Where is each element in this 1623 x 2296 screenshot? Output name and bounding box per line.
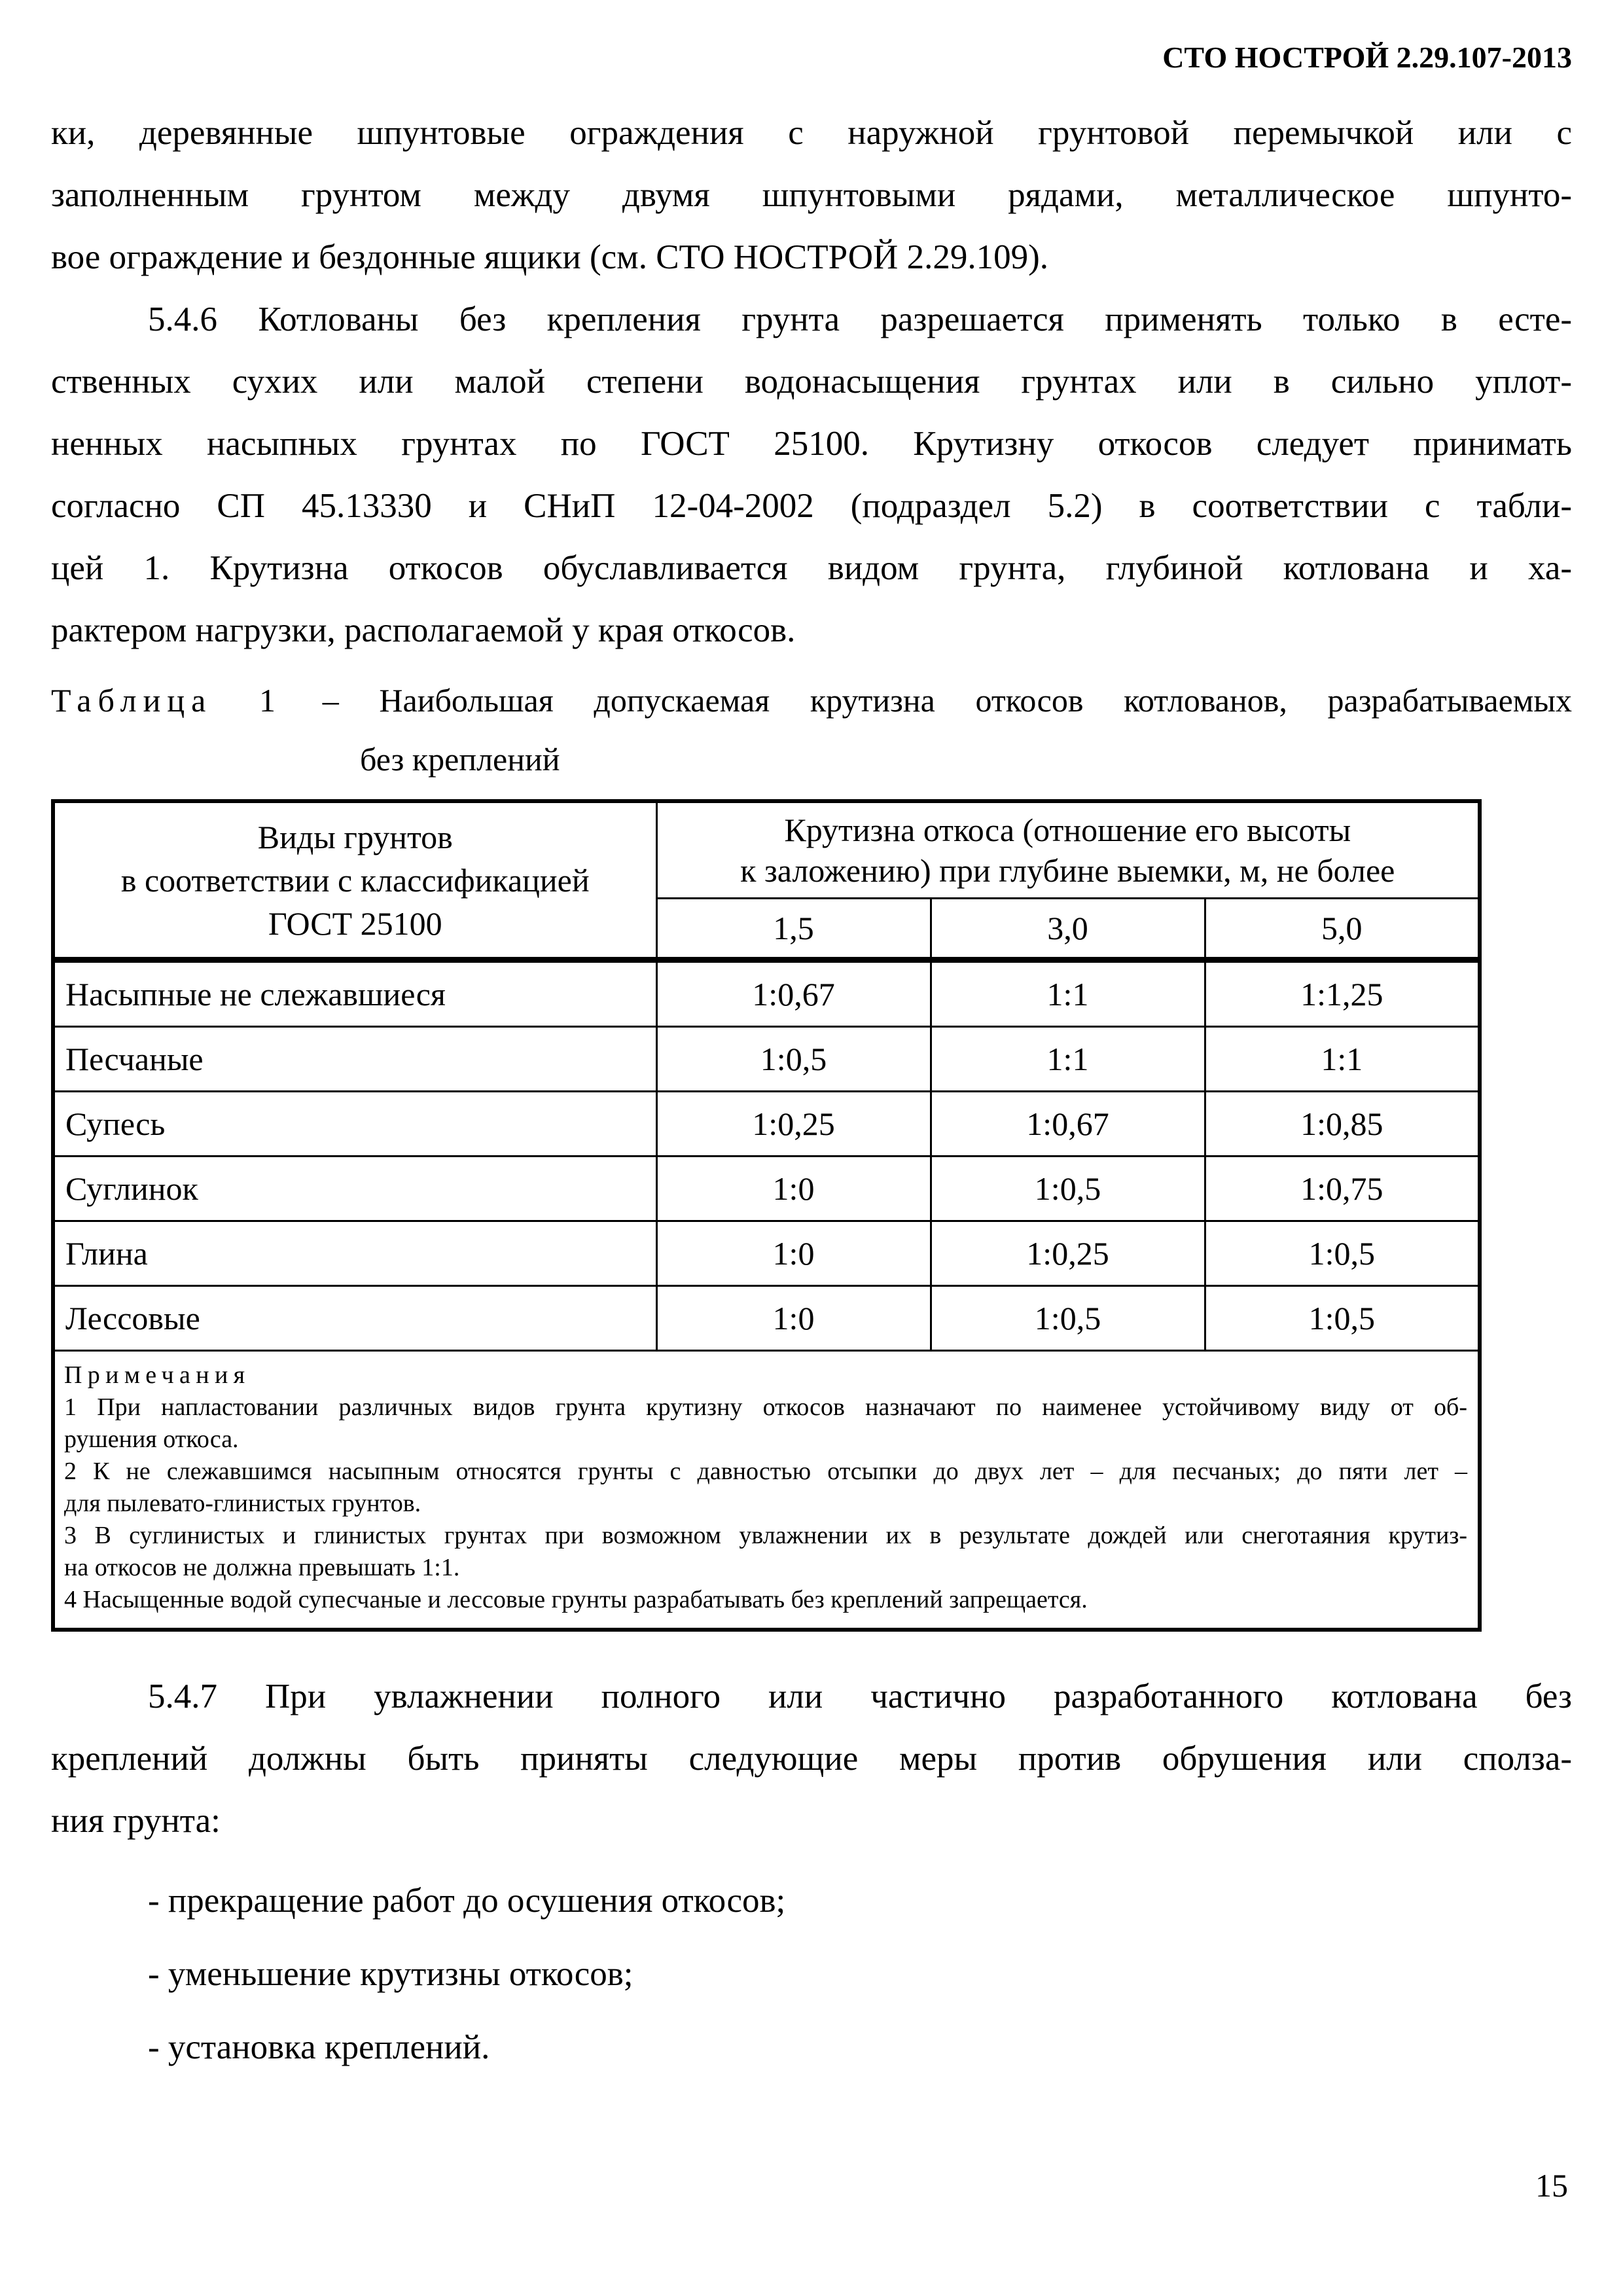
note-1 (64, 1391, 1467, 1456)
cell-value: 1:0,5 (656, 1027, 931, 1092)
cell-soil-type: Насыпные не слежавшиеся (53, 960, 656, 1027)
cell-value: 1:1 (1205, 1027, 1480, 1092)
note-line: 4 Насыщенные водой супесчаные и лессовые грунты разрабатывать без креплений запрещается. (64, 1586, 1088, 1613)
header-cell-depth-5-0: 5,0 (1205, 899, 1480, 960)
note-line: для пылевато-глинистых грунтов. (64, 1490, 421, 1517)
cell-value: 1:1,25 (1205, 960, 1480, 1027)
paragraph-continuation (51, 102, 1572, 289)
text-line: цей 1. Крутизна откосов обуславливается видом грунта, глубиной котлована и ха- (51, 549, 1572, 587)
notes-cell (53, 1351, 1480, 1630)
text-line: согласно СП 45.13330 и СНиП 12-04-2002 (подраздел 5.2) в соответствии с табли- (51, 487, 1572, 525)
cell-value: 1:0,25 (931, 1221, 1205, 1286)
header-text-line: Крутизна откоса (отношение его высоты (784, 812, 1351, 848)
note-line: 1 При напластовании различных видов грунта крутизну откосов назначают по наименее устойчивому виду от об- (64, 1393, 1468, 1421)
list-item: - прекращение работ до осушения откосов; (148, 1882, 786, 1920)
note-line: 3 В суглинистых и глинистых грунтах при возможном увлажнении их в результате дождей или снеготаяния крутиз- (64, 1522, 1468, 1549)
text-line: ственных сухих или малой степени водонасыщения грунтах или в сильно уплот- (51, 363, 1572, 401)
cell-value: 1:0,67 (931, 1092, 1205, 1157)
note-line: 2 К не слежавшимся насыпным относятся грунты с давностью отсыпки до двух лет – для песчаных; до пяти лет – (64, 1458, 1468, 1485)
cell-value: 1:0 (656, 1157, 931, 1221)
cell-value: 1:0,5 (1205, 1221, 1480, 1286)
table-row (53, 1092, 1480, 1157)
notes-title: Примечания (64, 1361, 251, 1389)
cell-soil-type: Песчаные (53, 1027, 656, 1092)
cell-value: 1:1 (931, 960, 1205, 1027)
cell-value: 1:0,5 (931, 1157, 1205, 1221)
table-caption (51, 671, 1572, 789)
note-2 (64, 1456, 1467, 1520)
cell-soil-type: Супесь (53, 1092, 656, 1157)
cell-soil-type: Лессовые (53, 1286, 656, 1351)
note-4 (64, 1584, 1467, 1616)
note-line: на откосов не должна превышать 1:1. (64, 1554, 460, 1581)
page-number: 15 (1535, 2167, 1568, 2204)
text-line: рактером нагрузки, располагаемой у края откосов. (51, 611, 796, 649)
cell-value: 1:0,25 (656, 1092, 931, 1157)
header-cell-slope-ratio (656, 801, 1480, 899)
header-cell-depth-3-0: 3,0 (931, 899, 1205, 960)
table-caption-label: Таблица 1 (51, 682, 283, 719)
text-line: креплений должны быть приняты следующие меры против обрушения или сполза- (51, 1740, 1572, 1778)
header-text-line: ГОСТ 25100 (268, 905, 442, 942)
document-header: СТО НОСТРОЙ 2.29.107-2013 (1162, 41, 1572, 74)
cell-value: 1:0,5 (1205, 1286, 1480, 1351)
measures-list (51, 1864, 1572, 2084)
paragraph-5-4-6 (51, 289, 1572, 662)
slope-table-header (53, 801, 1480, 960)
text-line: ки, деревянные шпунтовые ограждения с наружной грунтовой перемычкой или с (51, 114, 1572, 152)
header-text-line: к заложению) при глубине выемки, м, не более (740, 852, 1395, 889)
list-item: - установка креплений. (148, 2028, 490, 2066)
header-cell-depth-1-5: 1,5 (656, 899, 931, 960)
cell-value: 1:0,85 (1205, 1092, 1480, 1157)
text-line: вое ограждение и бездонные ящики (см. СТО НОСТРОЙ 2.29.109). (51, 238, 1048, 276)
cell-value: 1:0,5 (931, 1286, 1205, 1351)
text-line: заполненным грунтом между двумя шпунтовыми рядами, металлическое шпунто- (51, 176, 1572, 214)
table-caption-line2: без креплений (360, 741, 560, 778)
header-cell-soil-types (53, 801, 656, 960)
cell-value: 1:0,75 (1205, 1157, 1480, 1221)
table-caption-text: – Наибольшая допускаемая крутизна откосов котлованов, разрабатываемых (322, 682, 1572, 719)
list-item: - уменьшение крутизны откосов; (148, 1955, 633, 1993)
cell-soil-type: Суглинок (53, 1157, 656, 1221)
cell-value: 1:0 (656, 1286, 931, 1351)
table-row (53, 1221, 1480, 1286)
table-row (53, 960, 1480, 1027)
slope-table-notes (53, 1351, 1480, 1630)
cell-value: 1:0 (656, 1221, 931, 1286)
text-line: ния грунта: (51, 1802, 221, 1840)
slope-table-body (53, 960, 1480, 1351)
text-line: 5.4.6 Котлованы без крепления грунта разрешается применять только в есте- (148, 300, 1572, 338)
cell-value: 1:0,67 (656, 960, 931, 1027)
header-text-line: Виды грунтов (257, 818, 453, 855)
cell-value: 1:1 (931, 1027, 1205, 1092)
note-3 (64, 1520, 1467, 1584)
table-caption-line1 (51, 671, 1572, 730)
text-line: ненных насыпных грунтах по ГОСТ 25100. Крутизну откосов следует принимать (51, 425, 1572, 463)
table-row (53, 1286, 1480, 1351)
table-row (53, 1157, 1480, 1221)
header-text-line: в соответствии с классификацией (120, 861, 590, 899)
note-line: рушения откоса. (64, 1426, 239, 1453)
table-row (53, 1027, 1480, 1092)
slope-table (51, 799, 1482, 1632)
paragraph-5-4-7 (51, 1666, 1572, 1852)
text-line: 5.4.7 При увлажнении полного или частично разработанного котлована без (148, 1677, 1572, 1715)
cell-soil-type: Глина (53, 1221, 656, 1286)
